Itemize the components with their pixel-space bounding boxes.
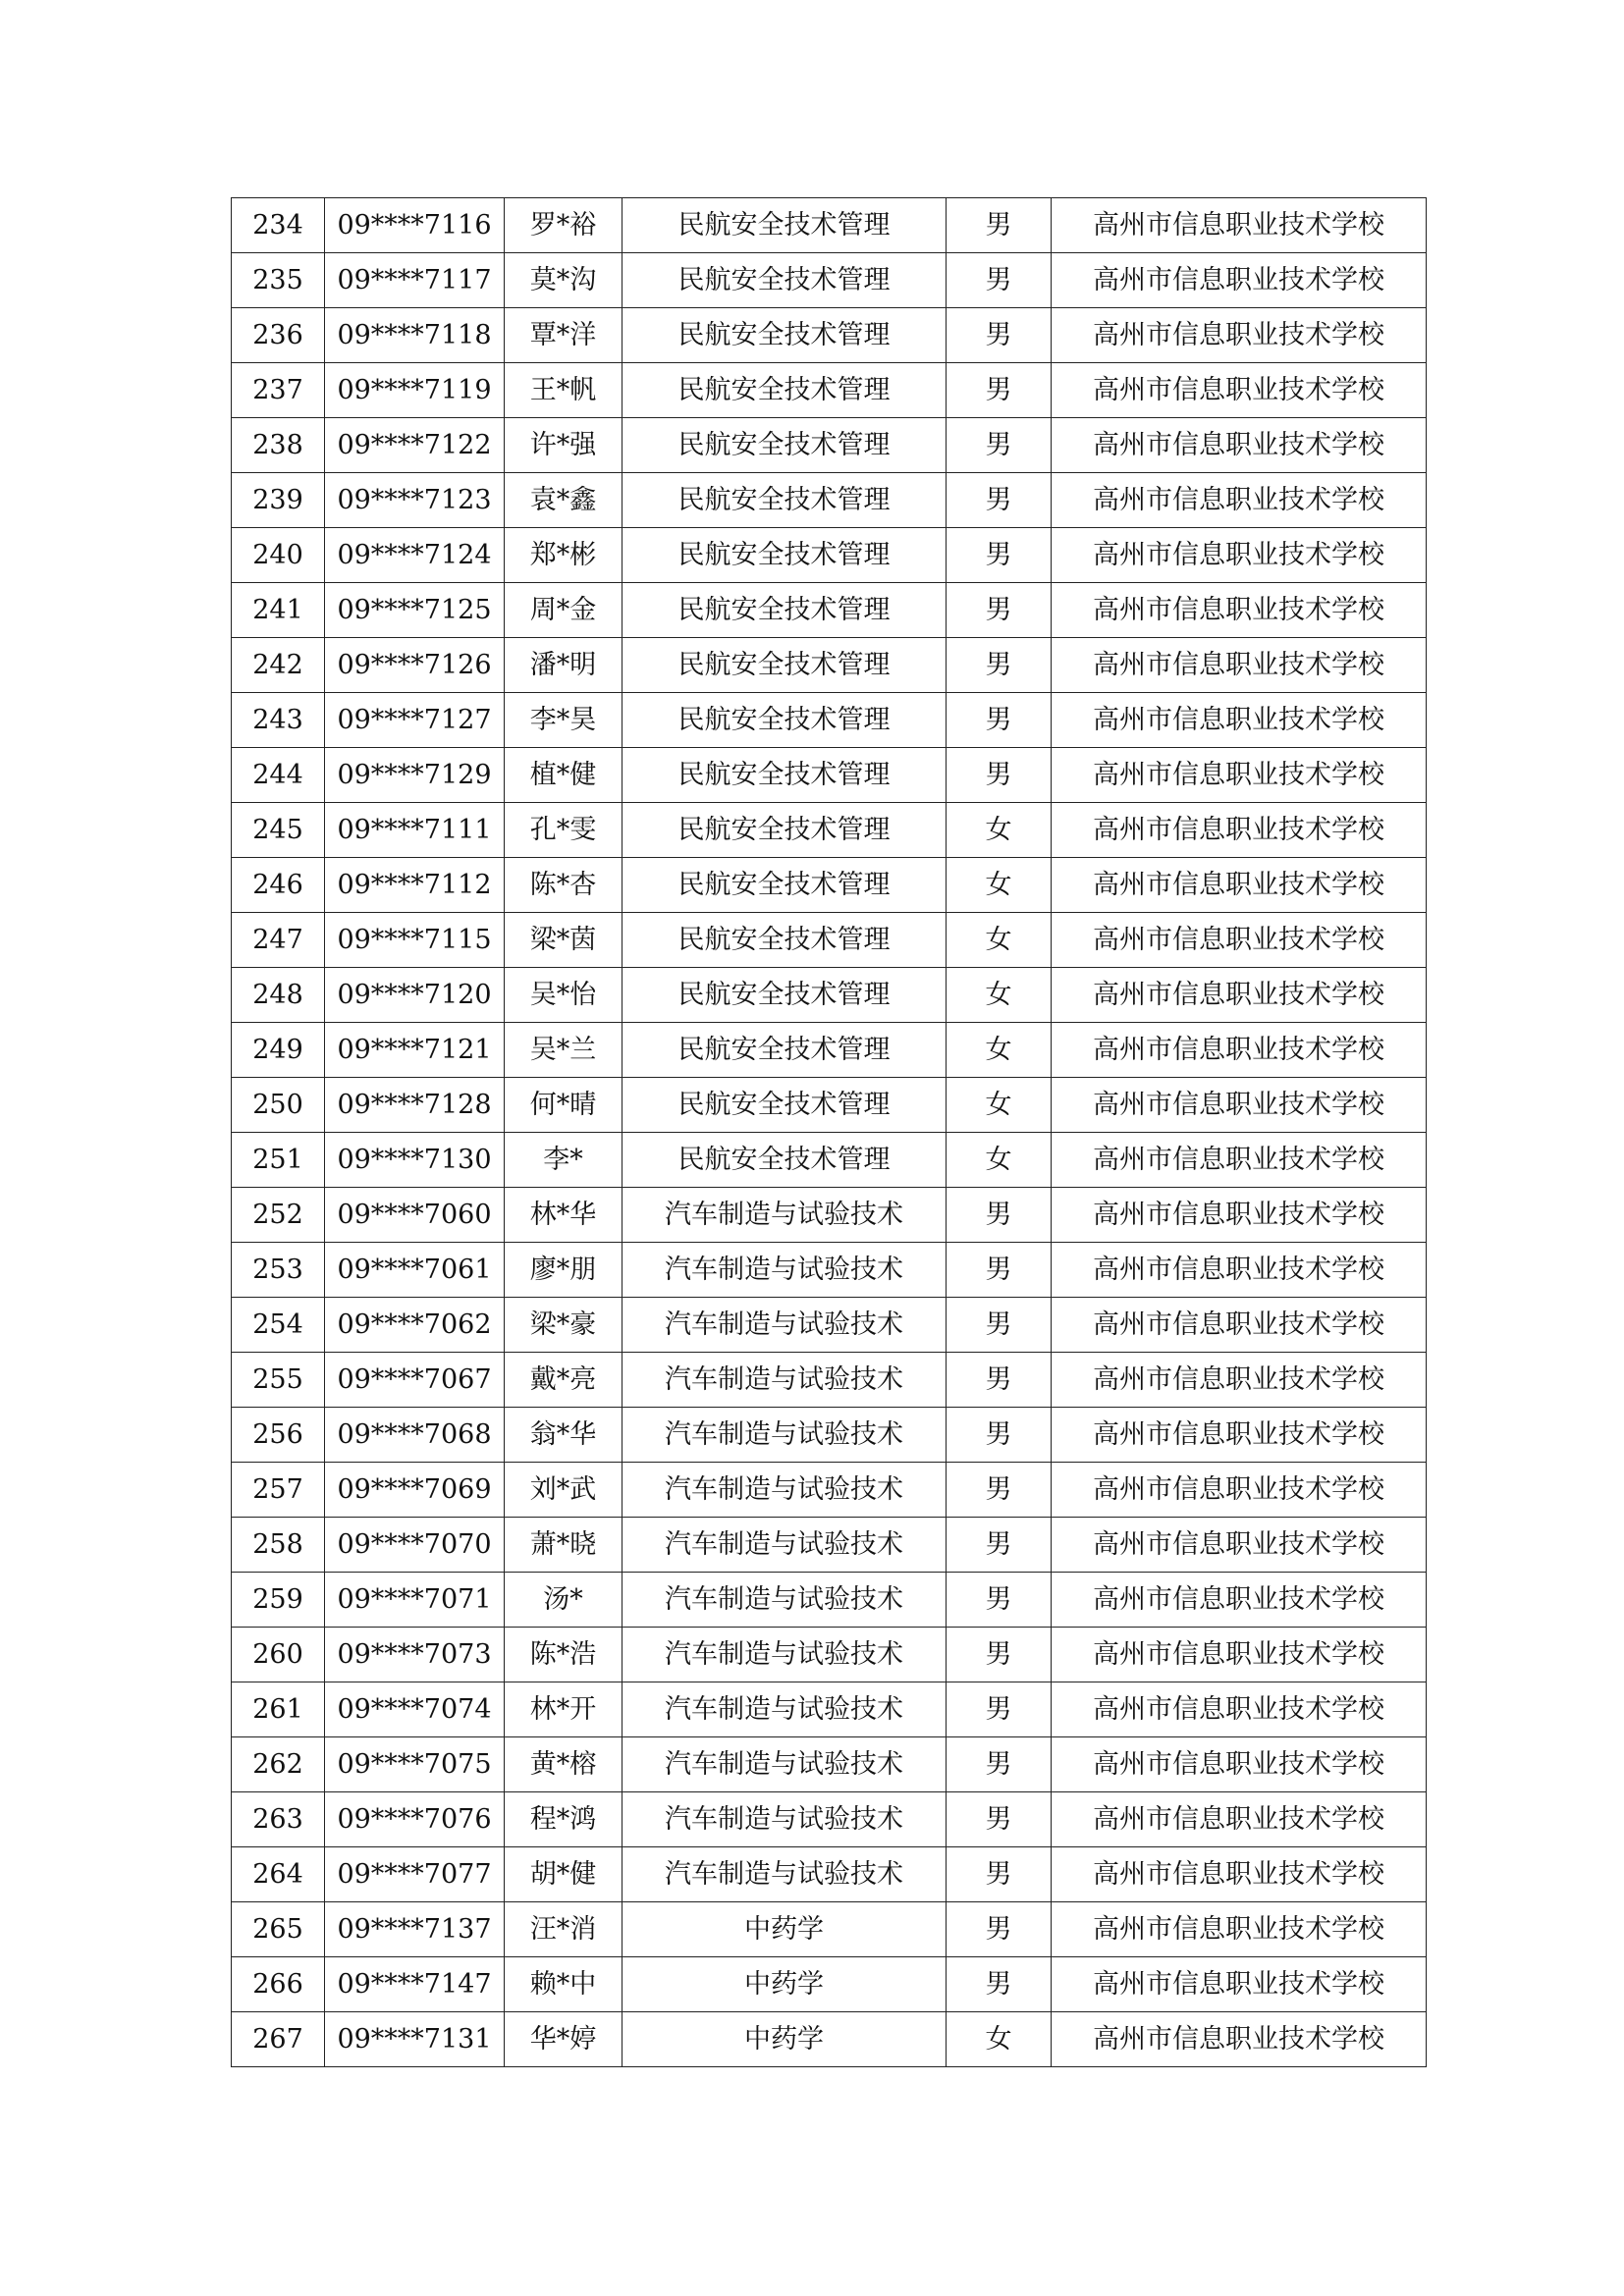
gender-cell: 女 — [947, 1078, 1052, 1133]
major-cell: 民航安全技术管理 — [623, 253, 947, 308]
gender-cell: 女 — [947, 858, 1052, 913]
gender-cell: 男 — [947, 1463, 1052, 1518]
table-row — [232, 1628, 1427, 1682]
gender-cell: 男 — [947, 1353, 1052, 1408]
major-cell: 中药学 — [623, 2012, 947, 2067]
exam-id-cell: 09****7069 — [325, 1463, 505, 1518]
row-number-cell: 261 — [232, 1682, 325, 1737]
major-cell: 民航安全技术管理 — [623, 638, 947, 693]
student-name-cell: 戴*亮 — [505, 1353, 623, 1408]
gender-cell: 男 — [947, 1847, 1052, 1902]
table-row — [232, 308, 1427, 363]
table-row — [232, 473, 1427, 528]
gender-cell: 男 — [947, 1737, 1052, 1792]
school-name-cell: 高州市信息职业技术学校 — [1052, 1133, 1427, 1188]
table-row — [232, 1573, 1427, 1628]
student-name-cell: 胡*健 — [505, 1847, 623, 1902]
gender-cell: 男 — [947, 1243, 1052, 1298]
gender-cell: 男 — [947, 583, 1052, 638]
table-row — [232, 1518, 1427, 1573]
gender-cell: 男 — [947, 638, 1052, 693]
exam-id-cell: 09****7116 — [325, 198, 505, 253]
exam-id-cell: 09****7129 — [325, 748, 505, 803]
exam-id-cell: 09****7111 — [325, 803, 505, 858]
school-name-cell: 高州市信息职业技术学校 — [1052, 1408, 1427, 1463]
school-name-cell: 高州市信息职业技术学校 — [1052, 473, 1427, 528]
exam-id-cell: 09****7077 — [325, 1847, 505, 1902]
gender-cell: 男 — [947, 418, 1052, 473]
major-cell: 民航安全技术管理 — [623, 968, 947, 1023]
table-row — [232, 1353, 1427, 1408]
student-name-cell: 王*帆 — [505, 363, 623, 418]
major-cell: 汽车制造与试验技术 — [623, 1737, 947, 1792]
major-cell: 汽车制造与试验技术 — [623, 1353, 947, 1408]
row-number-cell: 258 — [232, 1518, 325, 1573]
table-row — [232, 1847, 1427, 1902]
school-name-cell: 高州市信息职业技术学校 — [1052, 308, 1427, 363]
student-name-cell: 植*健 — [505, 748, 623, 803]
gender-cell: 男 — [947, 308, 1052, 363]
major-cell: 民航安全技术管理 — [623, 528, 947, 583]
row-number-cell: 264 — [232, 1847, 325, 1902]
gender-cell: 男 — [947, 693, 1052, 748]
major-cell: 汽车制造与试验技术 — [623, 1188, 947, 1243]
major-cell: 民航安全技术管理 — [623, 1133, 947, 1188]
school-name-cell: 高州市信息职业技术学校 — [1052, 528, 1427, 583]
exam-id-cell: 09****7118 — [325, 308, 505, 363]
row-number-cell: 237 — [232, 363, 325, 418]
table-row — [232, 803, 1427, 858]
exam-id-cell: 09****7073 — [325, 1628, 505, 1682]
table-row — [232, 583, 1427, 638]
row-number-cell: 244 — [232, 748, 325, 803]
row-number-cell: 265 — [232, 1902, 325, 1957]
gender-cell: 男 — [947, 748, 1052, 803]
row-number-cell: 267 — [232, 2012, 325, 2067]
student-name-cell: 翁*华 — [505, 1408, 623, 1463]
table-row — [232, 1902, 1427, 1957]
major-cell: 汽车制造与试验技术 — [623, 1682, 947, 1737]
student-name-cell: 许*强 — [505, 418, 623, 473]
student-name-cell: 陈*浩 — [505, 1628, 623, 1682]
row-number-cell: 249 — [232, 1023, 325, 1078]
table-row — [232, 1463, 1427, 1518]
major-cell: 民航安全技术管理 — [623, 858, 947, 913]
major-cell: 汽车制造与试验技术 — [623, 1243, 947, 1298]
major-cell: 民航安全技术管理 — [623, 473, 947, 528]
gender-cell: 男 — [947, 363, 1052, 418]
row-number-cell: 266 — [232, 1957, 325, 2012]
row-number-cell: 259 — [232, 1573, 325, 1628]
exam-id-cell: 09****7062 — [325, 1298, 505, 1353]
row-number-cell: 234 — [232, 198, 325, 253]
school-name-cell: 高州市信息职业技术学校 — [1052, 1023, 1427, 1078]
row-number-cell: 242 — [232, 638, 325, 693]
exam-id-cell: 09****7120 — [325, 968, 505, 1023]
table-row — [232, 1792, 1427, 1847]
row-number-cell: 252 — [232, 1188, 325, 1243]
row-number-cell: 257 — [232, 1463, 325, 1518]
exam-id-cell: 09****7126 — [325, 638, 505, 693]
exam-id-cell: 09****7123 — [325, 473, 505, 528]
student-name-cell: 汪*消 — [505, 1902, 623, 1957]
table-row — [232, 1023, 1427, 1078]
row-number-cell: 246 — [232, 858, 325, 913]
school-name-cell: 高州市信息职业技术学校 — [1052, 1243, 1427, 1298]
exam-id-cell: 09****7075 — [325, 1737, 505, 1792]
student-name-cell: 何*晴 — [505, 1078, 623, 1133]
school-name-cell: 高州市信息职业技术学校 — [1052, 418, 1427, 473]
school-name-cell: 高州市信息职业技术学校 — [1052, 638, 1427, 693]
student-name-cell: 程*鸿 — [505, 1792, 623, 1847]
gender-cell: 女 — [947, 913, 1052, 968]
major-cell: 民航安全技术管理 — [623, 308, 947, 363]
major-cell: 民航安全技术管理 — [623, 1023, 947, 1078]
gender-cell: 男 — [947, 473, 1052, 528]
student-name-cell: 李* — [505, 1133, 623, 1188]
gender-cell: 男 — [947, 1518, 1052, 1573]
student-name-cell: 萧*晓 — [505, 1518, 623, 1573]
school-name-cell: 高州市信息职业技术学校 — [1052, 1628, 1427, 1682]
major-cell: 汽车制造与试验技术 — [623, 1792, 947, 1847]
school-name-cell: 高州市信息职业技术学校 — [1052, 1353, 1427, 1408]
student-name-cell: 潘*明 — [505, 638, 623, 693]
table-row — [232, 913, 1427, 968]
school-name-cell: 高州市信息职业技术学校 — [1052, 2012, 1427, 2067]
table-row — [232, 1188, 1427, 1243]
student-name-cell: 梁*豪 — [505, 1298, 623, 1353]
student-name-cell: 吴*怡 — [505, 968, 623, 1023]
school-name-cell: 高州市信息职业技术学校 — [1052, 1847, 1427, 1902]
exam-id-cell: 09****7061 — [325, 1243, 505, 1298]
school-name-cell: 高州市信息职业技术学校 — [1052, 1078, 1427, 1133]
exam-id-cell: 09****7122 — [325, 418, 505, 473]
gender-cell: 男 — [947, 1902, 1052, 1957]
row-number-cell: 239 — [232, 473, 325, 528]
table-row — [232, 858, 1427, 913]
table-row — [232, 253, 1427, 308]
exam-id-cell: 09****7130 — [325, 1133, 505, 1188]
exam-id-cell: 09****7127 — [325, 693, 505, 748]
gender-cell: 男 — [947, 528, 1052, 583]
school-name-cell: 高州市信息职业技术学校 — [1052, 1298, 1427, 1353]
row-number-cell: 245 — [232, 803, 325, 858]
student-name-cell: 郑*彬 — [505, 528, 623, 583]
exam-id-cell: 09****7125 — [325, 583, 505, 638]
school-name-cell: 高州市信息职业技术学校 — [1052, 1902, 1427, 1957]
exam-id-cell: 09****7070 — [325, 1518, 505, 1573]
student-name-cell: 赖*中 — [505, 1957, 623, 2012]
student-name-cell: 刘*武 — [505, 1463, 623, 1518]
row-number-cell: 240 — [232, 528, 325, 583]
row-number-cell: 260 — [232, 1628, 325, 1682]
major-cell: 民航安全技术管理 — [623, 913, 947, 968]
exam-id-cell: 09****7112 — [325, 858, 505, 913]
gender-cell: 男 — [947, 1792, 1052, 1847]
table-row — [232, 1737, 1427, 1792]
school-name-cell: 高州市信息职业技术学校 — [1052, 1573, 1427, 1628]
major-cell: 民航安全技术管理 — [623, 748, 947, 803]
row-number-cell: 238 — [232, 418, 325, 473]
exam-id-cell: 09****7147 — [325, 1957, 505, 2012]
exam-id-cell: 09****7117 — [325, 253, 505, 308]
student-name-cell: 周*金 — [505, 583, 623, 638]
exam-id-cell: 09****7131 — [325, 2012, 505, 2067]
table-row — [232, 638, 1427, 693]
gender-cell: 男 — [947, 253, 1052, 308]
school-name-cell: 高州市信息职业技术学校 — [1052, 198, 1427, 253]
student-name-cell: 吴*兰 — [505, 1023, 623, 1078]
table-row — [232, 198, 1427, 253]
student-name-cell: 罗*裕 — [505, 198, 623, 253]
gender-cell: 女 — [947, 1023, 1052, 1078]
row-number-cell: 250 — [232, 1078, 325, 1133]
major-cell: 汽车制造与试验技术 — [623, 1463, 947, 1518]
student-name-cell: 袁*鑫 — [505, 473, 623, 528]
exam-id-cell: 09****7074 — [325, 1682, 505, 1737]
row-number-cell: 247 — [232, 913, 325, 968]
row-number-cell: 255 — [232, 1353, 325, 1408]
table-row — [232, 1957, 1427, 2012]
exam-id-cell: 09****7067 — [325, 1353, 505, 1408]
school-name-cell: 高州市信息职业技术学校 — [1052, 748, 1427, 803]
row-number-cell: 235 — [232, 253, 325, 308]
row-number-cell: 253 — [232, 1243, 325, 1298]
table-row — [232, 1243, 1427, 1298]
table-row — [232, 1682, 1427, 1737]
school-name-cell: 高州市信息职业技术学校 — [1052, 1737, 1427, 1792]
gender-cell: 男 — [947, 1957, 1052, 2012]
student-name-cell: 覃*洋 — [505, 308, 623, 363]
gender-cell: 男 — [947, 1298, 1052, 1353]
gender-cell: 女 — [947, 968, 1052, 1023]
student-name-cell: 陈*杏 — [505, 858, 623, 913]
row-number-cell: 263 — [232, 1792, 325, 1847]
major-cell: 汽车制造与试验技术 — [623, 1408, 947, 1463]
student-name-cell: 黄*榕 — [505, 1737, 623, 1792]
row-number-cell: 241 — [232, 583, 325, 638]
school-name-cell: 高州市信息职业技术学校 — [1052, 1682, 1427, 1737]
exam-id-cell: 09****7121 — [325, 1023, 505, 1078]
student-name-cell: 汤* — [505, 1573, 623, 1628]
student-name-cell: 廖*朋 — [505, 1243, 623, 1298]
major-cell: 民航安全技术管理 — [623, 363, 947, 418]
table-row — [232, 693, 1427, 748]
exam-id-cell: 09****7128 — [325, 1078, 505, 1133]
exam-id-cell: 09****7060 — [325, 1188, 505, 1243]
exam-id-cell: 09****7076 — [325, 1792, 505, 1847]
exam-id-cell: 09****7071 — [325, 1573, 505, 1628]
table-row — [232, 363, 1427, 418]
exam-id-cell: 09****7068 — [325, 1408, 505, 1463]
major-cell: 民航安全技术管理 — [623, 198, 947, 253]
exam-id-cell: 09****7115 — [325, 913, 505, 968]
table-row — [232, 1408, 1427, 1463]
table-row — [232, 1298, 1427, 1353]
student-name-cell: 华*婷 — [505, 2012, 623, 2067]
major-cell: 汽车制造与试验技术 — [623, 1298, 947, 1353]
major-cell: 汽车制造与试验技术 — [623, 1847, 947, 1902]
table-row — [232, 748, 1427, 803]
gender-cell: 男 — [947, 1188, 1052, 1243]
school-name-cell: 高州市信息职业技术学校 — [1052, 913, 1427, 968]
row-number-cell: 251 — [232, 1133, 325, 1188]
school-name-cell: 高州市信息职业技术学校 — [1052, 1188, 1427, 1243]
school-name-cell: 高州市信息职业技术学校 — [1052, 583, 1427, 638]
row-number-cell: 262 — [232, 1737, 325, 1792]
school-name-cell: 高州市信息职业技术学校 — [1052, 1518, 1427, 1573]
exam-id-cell: 09****7124 — [325, 528, 505, 583]
major-cell: 中药学 — [623, 1902, 947, 1957]
school-name-cell: 高州市信息职业技术学校 — [1052, 803, 1427, 858]
table-row — [232, 2012, 1427, 2067]
row-number-cell: 256 — [232, 1408, 325, 1463]
major-cell: 民航安全技术管理 — [623, 583, 947, 638]
gender-cell: 男 — [947, 1408, 1052, 1463]
major-cell: 汽车制造与试验技术 — [623, 1518, 947, 1573]
row-number-cell: 254 — [232, 1298, 325, 1353]
student-name-cell: 莫*沟 — [505, 253, 623, 308]
gender-cell: 女 — [947, 2012, 1052, 2067]
gender-cell: 男 — [947, 198, 1052, 253]
school-name-cell: 高州市信息职业技术学校 — [1052, 1957, 1427, 2012]
row-number-cell: 236 — [232, 308, 325, 363]
gender-cell: 男 — [947, 1682, 1052, 1737]
table-row — [232, 968, 1427, 1023]
student-name-cell: 孔*雯 — [505, 803, 623, 858]
student-name-cell: 林*开 — [505, 1682, 623, 1737]
major-cell: 汽车制造与试验技术 — [623, 1628, 947, 1682]
gender-cell: 男 — [947, 1628, 1052, 1682]
student-name-cell: 梁*茵 — [505, 913, 623, 968]
major-cell: 汽车制造与试验技术 — [623, 1573, 947, 1628]
school-name-cell: 高州市信息职业技术学校 — [1052, 1463, 1427, 1518]
student-roster-table — [231, 197, 1427, 2067]
school-name-cell: 高州市信息职业技术学校 — [1052, 858, 1427, 913]
table-row — [232, 528, 1427, 583]
table-row — [232, 1133, 1427, 1188]
major-cell: 民航安全技术管理 — [623, 693, 947, 748]
major-cell: 中药学 — [623, 1957, 947, 2012]
student-name-cell: 林*华 — [505, 1188, 623, 1243]
school-name-cell: 高州市信息职业技术学校 — [1052, 1792, 1427, 1847]
table-row — [232, 418, 1427, 473]
gender-cell: 男 — [947, 1573, 1052, 1628]
school-name-cell: 高州市信息职业技术学校 — [1052, 253, 1427, 308]
school-name-cell: 高州市信息职业技术学校 — [1052, 363, 1427, 418]
exam-id-cell: 09****7119 — [325, 363, 505, 418]
student-name-cell: 李*昊 — [505, 693, 623, 748]
table-row — [232, 1078, 1427, 1133]
major-cell: 民航安全技术管理 — [623, 418, 947, 473]
roster-body — [232, 198, 1427, 2067]
gender-cell: 女 — [947, 1133, 1052, 1188]
row-number-cell: 248 — [232, 968, 325, 1023]
gender-cell: 女 — [947, 803, 1052, 858]
major-cell: 民航安全技术管理 — [623, 803, 947, 858]
school-name-cell: 高州市信息职业技术学校 — [1052, 968, 1427, 1023]
exam-id-cell: 09****7137 — [325, 1902, 505, 1957]
major-cell: 民航安全技术管理 — [623, 1078, 947, 1133]
school-name-cell: 高州市信息职业技术学校 — [1052, 693, 1427, 748]
row-number-cell: 243 — [232, 693, 325, 748]
